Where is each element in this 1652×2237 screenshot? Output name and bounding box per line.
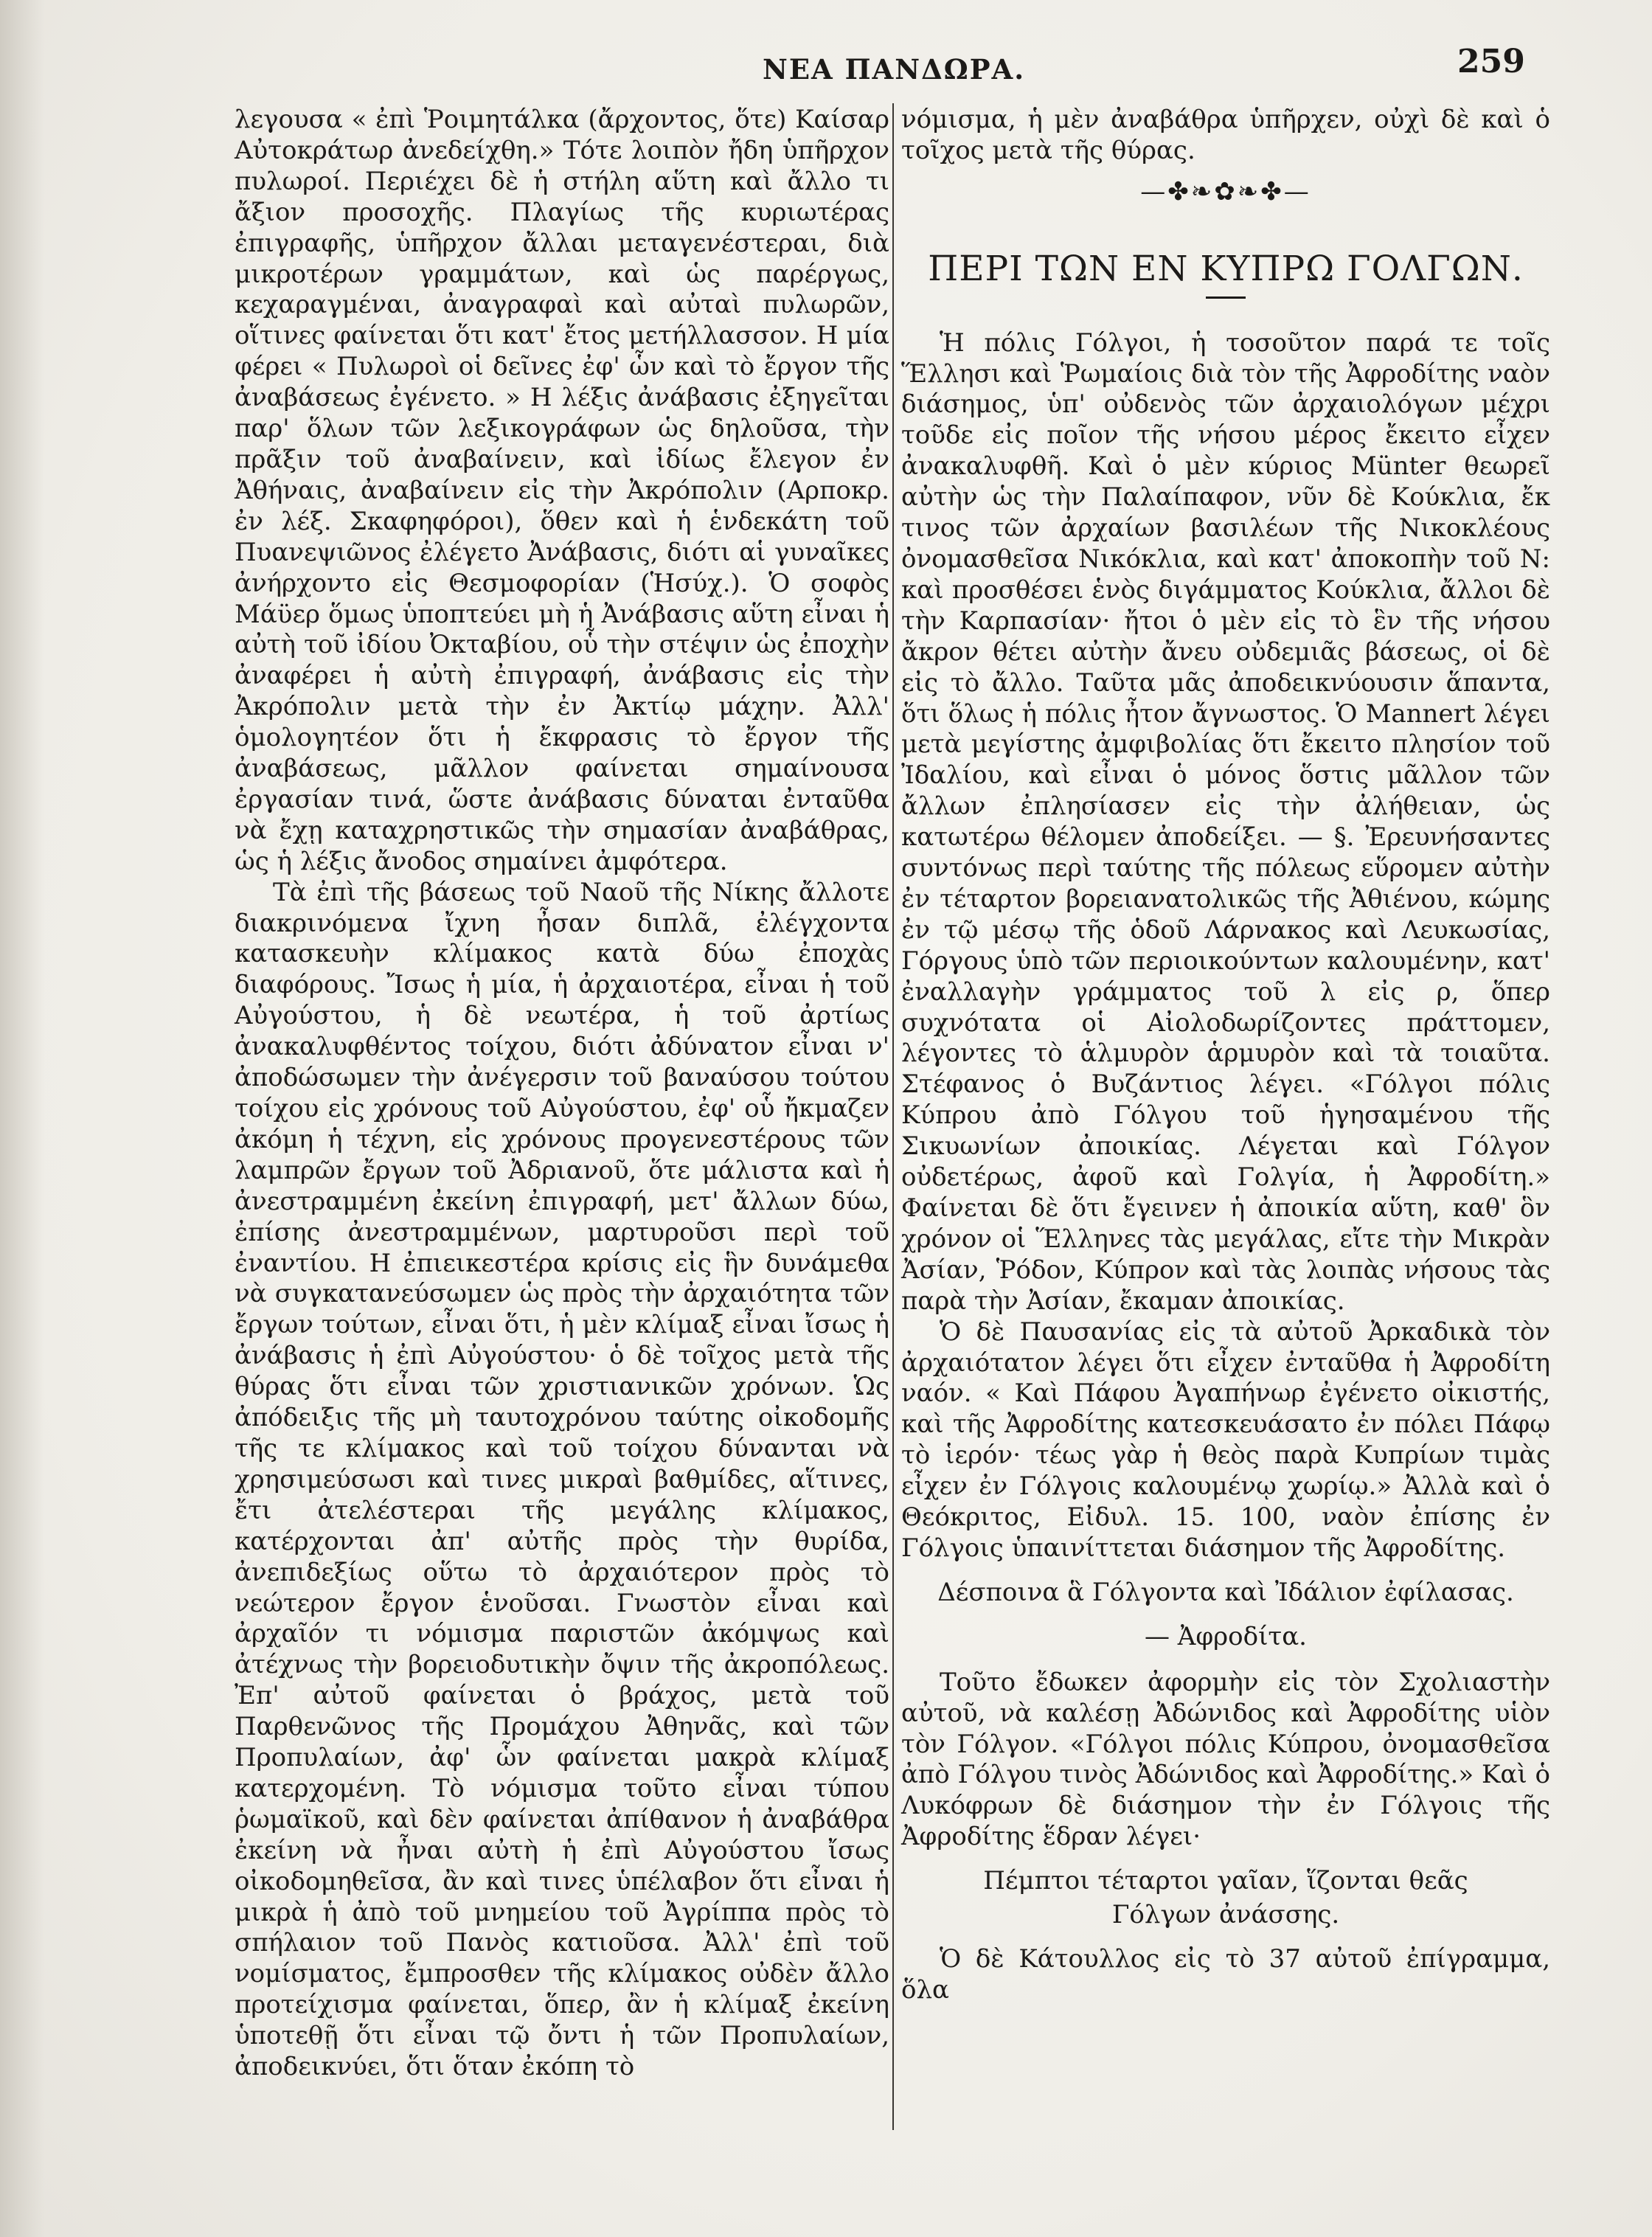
right-column bbox=[901, 105, 1550, 2006]
verse-quote-1: Δέσποινα ἃ Γόλγοντα καὶ Ἰδάλιον ἐφίλασας. bbox=[937, 1577, 1514, 1607]
article-title: ΠΕΡΙ ΤΩΝ ΕΝ ΚΥΠΡΩ ΓΟΛΓΩΝ. bbox=[928, 248, 1524, 289]
left-paragraph-1: λεγουσα « ἐπὶ Ῥοιμητάλκα (ἄρχοντος, ὅτε) Καίσαρ Αὐτοκράτωρ ἀνεδείχθη.» Τότε λοιπὸν ἤδη ὑπῆρχον πυλωροί. Περιέχει δὲ ἡ στήλη αὕτη καὶ ἄλλο τι ἄξιον προσοχῆς. Πλαγίως τῆς κυριωτέρας ἐπιγραφῆς, ὑπῆρχον ἄλλαι μεταγενέστεραι, διὰ μικροτέρων γραμμάτων, καὶ ὡς παρέργως, κεχαραγμέναι, ἀναγραφαὶ καὶ αὐταὶ πυλωρῶν, οἵτινες φαίνεται ὅτι κατ' ἔτος μετήλλασσον. Η μία φέρει « Πυλωροὶ οἱ δεῖνες ἐφ' ὧν καὶ τὸ ἔργον τῆς ἀναβάσεως ἐγένετο. » Η λέξις ἀνάβασις ἐξηγεῖται παρ' ὅλων τῶν λεξικογράφων ὡς δηλοῦσα, τὴν πρᾶξιν τοῦ ἀναβαίνειν, καὶ ἰδίως ἔλεγον ἐν Ἀθήναις, ἀναβαίνειν εἰς τὴν Ἀκρόπολιν (Αρποκρ. ἐν λέξ. Σκαφηφόροι), ὅθεν καὶ ἡ ἑνδεκάτη τοῦ Πυανεψιῶνος ἐλέγετο Ἀνάβασις, διότι αἱ γυναῖκες ἀνήρχοντο εἰς Θεσμοφορίαν (Ἡσύχ.). Ὁ σοφὸς Μάϋερ ὅμως ὑποπτεύει μὴ ἡ Ἀνάβασις αὕτη εἶναι ἡ αὐτὴ τοῦ ἰδίου Ὀκταβίου, οὗ τὴν στέψιν ὡς ἐποχὴν ἀναφέρει ἡ αὐτὴ ἐπιγραφή, ἀνάβασις εἰς τὴν Ἀκρόπολιν μετὰ τὴν ἐν Ἀκτίῳ μάχην. Ἀλλ' ὁμολογητέον ὅτι ἡ ἔκφρασις τὸ ἔργον τῆς ἀναβάσεως, μᾶλλον φαίνεται σημαίνουσα ἐργασίαν τινά, ὥστε ἀνάβασις δύναται ἐνταῦθα νὰ ἔχῃ καταχρηστικῶς τὴν σημασίαν ἀναβάθρας, ὡς ἡ λέξις ἄνοδος σημαίνει ἀμφότερα. bbox=[235, 105, 889, 876]
title-rule bbox=[1206, 296, 1246, 299]
right-paragraph-2: Ὁ δὲ Παυσανίας εἰς τὰ αὐτοῦ Ἀρκαδικὰ τὸν ἀρχαιότατον λέγει ὅτι εἶχεν ἐνταῦθα ἡ Ἀφροδίτη ναόν. « Καὶ Πάφου Ἀγαπήνωρ ἐγένετο οἰκιστής, καὶ τῆς Ἀφροδίτης κατεσκευάσατο ἐν πόλει Πάφῳ τὸ ἱερόν· τέως γὰρ ἡ θεὸς παρὰ Κυπρίων τιμὰς εἶχεν ἐν Γόλγοις καλουμένῳ χωρίῳ.» Ἀλλὰ καὶ ὁ Θεόκριτος, Εἰδυλ. 15. 100, ναὸν ἐπίσης ἐν Γόλγοις ὑπαινίττεται διάσημον τῆς Ἀφροδίτης. bbox=[901, 1317, 1550, 1563]
running-head: ΝΕΑ ΠΑΝΔΩΡΑ. bbox=[763, 53, 1026, 86]
verse-quote-2-line-2: Γόλγων ἀνάσσης. bbox=[1111, 1900, 1340, 1930]
left-column bbox=[235, 105, 889, 2083]
right-paragraph-1: Ἡ πόλις Γόλγοι, ἡ τοσοῦτον παρά τε τοῖς Ἕλλησι καὶ Ῥωμαίοις διὰ τὸν τῆς Ἀφροδίτης ναὸν διάσημος, ὑπ' οὐδενὸς τῶν ἀρχαιολόγων μέχρι τοῦδε εἰς ποῖον τῆς νήσου μέρος ἔκειτο εἶχεν ἀνακαλυφθῆ. Καὶ ὁ μὲν κύριος Münter θεωρεῖ αὐτὴν ὡς τὴν Παλαίπαφον, νῦν δὲ Κούκλια, ἔκ τινος τῶν ἀρχαίων βασιλέων τῆς Νικοκλέους ὀνομασθεῖσα Νικόκλια, καὶ κατ' ἀποκοπὴν τοῦ Ν: καὶ προσθέσει ἑνὸς διγάμματος Κούκλια, ἄλλοι δὲ τὴν Καρπασίαν· ἤτοι ὁ μὲν εἰς τὸ ἓν τῆς νήσου ἄκρον θέτει αὐτὴν ἄνευ οὐδεμιᾶς βάσεως, οἱ δὲ εἰς τὸ ἄλλο. Ταῦτα μᾶς ἀποδεικνύουσιν ἅπαντα, ὅτι ὅλως ἡ πόλις ἦτον ἄγνωστος. Ὁ Mannert λέγει μετὰ μεγίστης ἀμφιβολίας ὅτι ἔκειτο πλησίον τοῦ Ἰδαλίου, καὶ εἶναι ὁ μόνος ὅστις μᾶλλον τῶν ἄλλων ἐπλησίασεν εἰς τὴν ἀλήθειαν, ὡς κατωτέρω θέλομεν ἀποδείξει. — §. Ἐρευνήσαντες συντόνως περὶ ταύτης τῆς πόλεως εὕρομεν αὐτὴν ἐν τέταρτον βορειανατολικῶς τῆς Ἀθιένου, κώμης ἐν τῷ μέσῳ τῆς ὁδοῦ Λάρνακος καὶ Λευκωσίας, Γόργους ὑπὸ τῶν περιοικούντων καλουμένην, κατ' ἐναλλαγὴν γράμματος τοῦ λ εἰς ρ, ὅπερ συχνότατα οἱ Αἰολοδωρίζοντες πράττομεν, λέγοντες τὸ ἁλμυρὸν ἁρμυρὸν καὶ τὰ τοιαῦτα. Στέφανος ὁ Βυζάντιος λέγει. «Γόλγοι πόλις Κύπρου ἀπὸ Γόλγου τοῦ ἡγησαμένου τῆς Σικυωνίων ἀποικίας. Λέγεται καὶ Γόλγον οὐδετέρως, ἀφοῦ καὶ Γολγία, ἡ Ἀφροδίτη.» Φαίνεται δὲ ὅτι ἔγεινεν ἡ ἀποικία αὕτη, καθ' ὃν χρόνον οἱ Ἕλληνες τὰς μεγάλας, εἴτε τὴν Μικρὰν Ἀσίαν, Ῥόδον, Κύπρον καὶ τὰς λοιπὰς νήσους τὰς παρὰ τὴν Ἀσίαν, ἔκαμαν ἀποικίας. bbox=[901, 327, 1550, 1316]
section-ornament: —✤❧✿❧✤— bbox=[1140, 176, 1311, 207]
verse-quote-1-attribution: — Ἀφροδίτα. bbox=[1144, 1621, 1307, 1651]
left-paragraph-2: Τὰ ἐπὶ τῆς βάσεως τοῦ Ναοῦ τῆς Νίκης ἄλλοτε διακρινόμενα ἴχνη ἦσαν διπλᾶ, ἐλέγχοντα κατασκευὴν κλίμακος κατὰ δύω ἐποχὰς διαφόρους. Ἴσως ἡ μία, ἡ ἀρχαιοτέρα, εἶναι ἡ τοῦ Αὐγούστου, ἡ δὲ νεωτέρα, ἡ τοῦ ἀρτίως ἀνακαλυφθέντος τοίχου, διότι ἀδύνατον εἶναι ν' ἀποδώσωμεν τὴν ἀνέγερσιν τοῦ βαναύσου τούτου τοίχου εἰς χρόνους τοῦ Αὐγούστου, ἐφ' οὗ ἤκμαζεν ἀκόμη ἡ τέχνη, εἰς χρόνους προγενεστέρους τῶν λαμπρῶν ἔργων τοῦ Ἀδριανοῦ, ὅτε μάλιστα καὶ ἡ ἀνεστραμμένη ἐκείνη ἐπιγραφή, μετ' ἄλλων δύω, ἐπίσης ἀνεστραμμένων, μαρτυροῦσι περὶ τοῦ ἐναντίου. Η ἐπιεικεστέρα κρίσις εἰς ἣν δυνάμεθα νὰ συγκατανεύσωμεν ὡς πρὸς τὴν ἀρχαιότητα τῶν ἔργων τούτων, εἶναι ὅτι, ἡ μὲν κλίμαξ εἶναι ἴσως ἡ ἀνάβασις ἡ ἐπὶ Αὐγούστου· ὁ δὲ τοῖχος μετὰ τῆς θύρας ὅτι εἶναι τῶν χριστιανικῶν χρόνων. Ὡς ἀπόδειξις τῆς μὴ ταυτοχρόνου ταύτης οἰκοδομῆς τῆς τε κλίμακος καὶ τοῦ τοίχου δύνανται νὰ χρησιμεύσωσι καὶ τινες μικραὶ βαθμίδες, αἵτινες, ἔτι ἀτελέστεραι τῆς μεγάλης κλίμακος, κατέρχονται ἀπ' αὐτῆς πρὸς τὴν θυρίδα, ἀνεπιδεξίως οὕτω τὸ ἀρχαιότερον πρὸς τὸ νεώτερον ἔργον ἑνοῦσαι. Γνωστὸν εἶναι καὶ ἀρχαῖόν τι νόμισμα παριστῶν ἀκόμψως καὶ ἀτέχνως τὴν βορειοδυτικὴν ὄψιν τῆς ἀκροπόλεως. Ἐπ' αὐτοῦ φαίνεται ὁ βράχος, μετὰ τοῦ Παρθενῶνος τῆς Προμάχου Ἀθηνᾶς, καὶ τῶν Προπυλαίων, ἀφ' ὧν φαίνεται μακρὰ κλίμαξ κατερχομένη. Τὸ νόμισμα τοῦτο εἶναι τύπου ῥωμαϊκοῦ, καὶ δὲν φαίνεται ἀπίθανον ἡ ἀναβάθρα ἐκείνη νὰ ἦναι αὐτὴ ἡ ἐπὶ Αὐγούστου ἴσως οἰκοδομηθεῖσα, ἂν καὶ τινες ὑπέλαβον ὅτι εἶναι ἡ μικρὰ ἡ ἀπὸ τοῦ μνημείου τοῦ Ἀγρίππα πρὸς τὸ σπήλαιον τοῦ Πανὸς κατιοῦσα. Ἀλλ' ἐπὶ τοῦ νομίσματος, ἔμπροσθεν τῆς κλίμακος οὐδὲν ἄλλο προτείχισμα φαίνεται, ὅπερ, ἂν ἡ κλίμαξ ἐκείνη ὑποτεθῇ ὅτι εἶναι τῷ ὄντι ἡ τῶν Προπυλαίων, ἀποδεικνύει, ὅτι ὅταν ἐκόπη τὸ bbox=[235, 877, 889, 2082]
right-paragraph-3: Τοῦτο ἔδωκεν ἀφορμὴν εἰς τὸν Σχολιαστὴν αὐτοῦ, νὰ καλέσῃ Ἀδώνιδος καὶ Ἀφροδίτης υἱὸν τὸν Γόλγον. «Γόλγοι πόλις Κύπρου, ὀνομασθεῖσα ἀπὸ Γόλγου τινὸς Ἀδώνιδος καὶ Ἀφροδίτης.» Καὶ ὁ Λυκόφρων δὲ διάσημον τὴν ἐν Γόλγοις τῆς Ἀφροδίτης ἕδραν λέγει· bbox=[901, 1667, 1550, 1852]
column-divider bbox=[892, 103, 894, 2130]
verse-quote-2-line-1: Πέμπτοι τέταρτοι γαῖαν, ἵζονται θεᾶς bbox=[983, 1866, 1468, 1896]
binding-gutter-shadow bbox=[0, 0, 44, 2237]
right-closing-text: Ὁ δὲ Κάτουλλος εἰς τὸ 37 αὐτοῦ ἐπίγραμμα, ὅλα bbox=[901, 1943, 1550, 2005]
right-opening-text: νόμισμα, ἡ μὲν ἀναβάθρα ὑπῆρχεν, οὐχὶ δὲ καὶ ὁ τοῖχος μετὰ τῆς θύρας. bbox=[901, 105, 1550, 165]
page-number: 259 bbox=[1457, 43, 1525, 80]
